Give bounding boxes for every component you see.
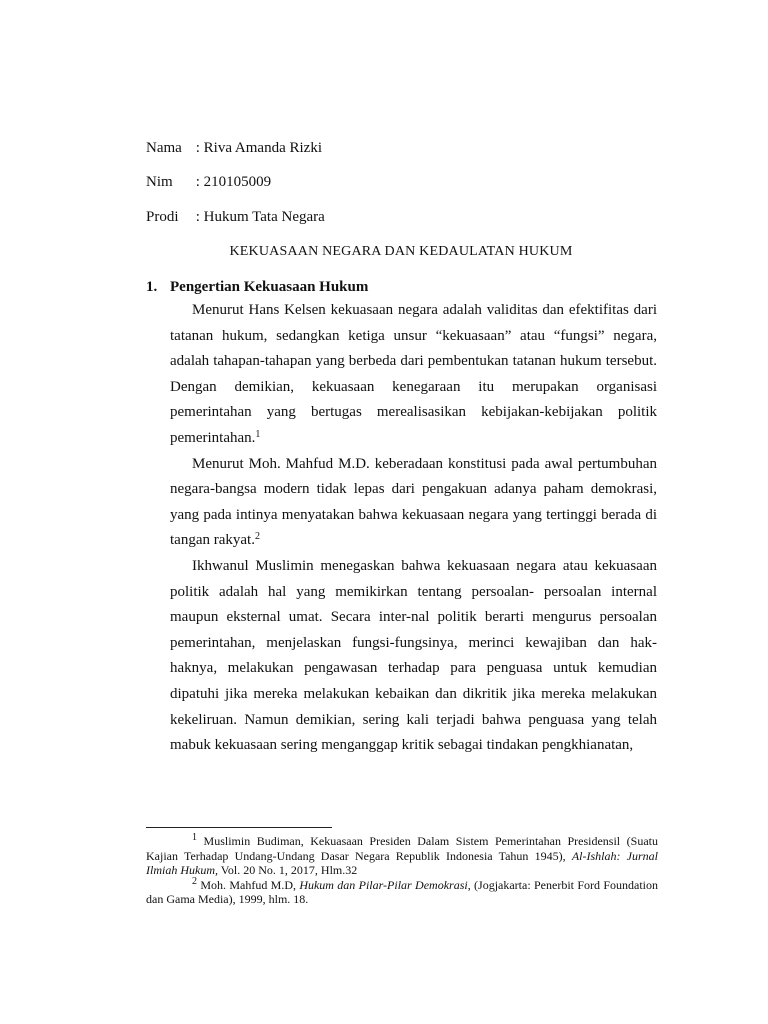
footnote-ref[interactable]: 2: [254, 531, 260, 543]
body-text: [170, 298, 657, 759]
footnote-journal: Al-Ishlah: Jurnal Ilmiah Hukum,: [146, 848, 658, 877]
footnote-item: [146, 834, 658, 878]
student-name-row: [146, 138, 322, 158]
section-number: 1.: [146, 279, 158, 295]
footnote-text: Moh. Mahfud M.D,: [200, 877, 300, 892]
name-value: : Riva Amanda Rizki: [195, 140, 322, 156]
paragraph-text: Ikhwanul Muslimin menegaskan bahwa kekuasaan negara atau kekuasaan politik adalah hal yang memikirkan tentang persoalan- persoalan internal maupun eksternal umat. Secara inter-nal politik berarti mengurus persoalan pemerintahan, menjelaskan fungsi-fungsinya, merinci kewajiban dan hak-haknya, melakukan pengawasan terhadap para penguasa untuk kemudian dipatuhi jika mereka melakukan kebaikan dan dikritik jika mereka melakukan kekeliruan. Namun demikian, sering kali terjadi bahwa penguasa yang telah mabuk kekuasaan sering menganggap kritik sebagai tindakan pengkhianatan,: [170, 557, 657, 754]
paragraph-text: Menurut Hans Kelsen kekuasaan negara adalah validitas dan efektifitas dari tatanan hukum, sedangkan ketiga unsur “kekuasaan” atau “fungsi” negara, adalah tahapan-tahapan yang berbeda dari pembentukan tatanan hukum tersebut. Dengan demikian, kekuasaan kenegaraan itu merupakan organisasi pemerintahan yang bertugas merealisasikan kebijakan-kebijakan politik pemerintahan.: [170, 302, 657, 446]
footnote-text-end: , (Jogjakarta: Penerbit Ford Foundation dan Gama Media), 1999, hlm. 18.: [146, 877, 658, 906]
footnote-mark: 1: [192, 832, 197, 843]
section-title: Pengertian Kekuasaan Hukum: [170, 279, 369, 295]
footnote-text: Muslimin Budiman, Kekuasaan Presiden Dalam Sistem Pemerintahan Presidensil (Suatu Kajian Terhadap Undang-Undang Dasar Negara Republik Indonesia Tahun 1945),: [146, 834, 658, 863]
name-label: Nama: [146, 140, 182, 156]
student-nim-row: [146, 172, 271, 192]
footnotes: [146, 834, 658, 907]
footnote-book-title: Hukum dan Pilar-Pilar Demokrasi: [299, 877, 468, 892]
document-title: KEKUASAAN NEGARA DAN KEDAULATAN HUKUM: [229, 244, 573, 259]
nim-label: Nim: [146, 174, 173, 190]
footnote-mark: 2: [192, 875, 197, 887]
student-prodi-row: [146, 207, 325, 227]
prodi-label: Prodi: [146, 209, 179, 225]
paragraph-text: Menurut Moh. Mahfud M.D. keberadaan konstitusi pada awal pertumbuhan negara-bangsa modern tidak lepas dari pengakuan adanya paham demokrasi, yang pada intinya menyatakan bahwa kekuasaan negara yang tertinggi berada di tangan rakyat.: [170, 455, 657, 549]
paragraph: [170, 554, 657, 759]
footnote-divider: [146, 827, 332, 828]
footnote-item: [146, 875, 658, 907]
footnote-text-end: Vol. 20 No. 1, 2017, Hlm.32: [218, 863, 358, 877]
prodi-value: : Hukum Tata Negara: [195, 209, 325, 225]
nim-value: : 210105009: [195, 174, 272, 190]
section-heading: [146, 277, 368, 297]
footnote-ref[interactable]: 1: [255, 428, 261, 440]
paragraph: [170, 298, 657, 452]
paragraph: [170, 452, 657, 554]
